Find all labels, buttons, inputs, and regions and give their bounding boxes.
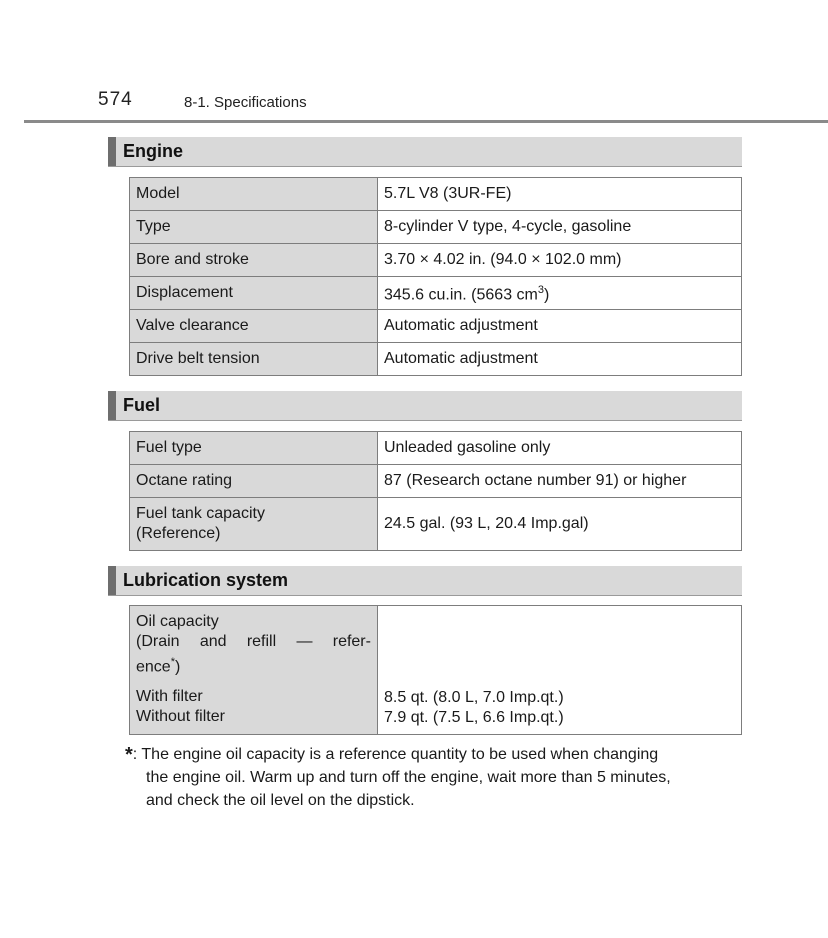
table-row <box>130 498 742 551</box>
table-row <box>130 211 742 244</box>
spec-value: Automatic adjustment <box>378 343 742 376</box>
spec-value: 5.7L V8 (3UR-FE) <box>378 178 742 211</box>
oil-capacity-values <box>378 606 742 735</box>
displacement-end: ) <box>544 286 550 304</box>
section-marker <box>108 137 116 166</box>
oil-capacity-note-line <box>136 632 371 652</box>
displacement-main: 345.6 cu.in. (5663 cm <box>384 286 538 304</box>
section-bar-engine <box>108 137 742 167</box>
oil-capacity-label <box>130 606 378 735</box>
oil-capacity-note-end <box>136 652 371 677</box>
note-word: and <box>199 633 227 650</box>
table-row <box>130 432 742 465</box>
oil-capacity-title: Oil capacity <box>136 613 219 630</box>
table-row <box>130 178 742 211</box>
spec-value: Unleaded gasoline only <box>378 432 742 465</box>
footnote <box>125 742 745 812</box>
spec-label: Fuel type <box>130 432 378 465</box>
page-number: 574 <box>98 89 133 110</box>
note-word: ence <box>136 658 171 676</box>
spec-value: 8-cylinder V type, 4-cycle, gasoline <box>378 211 742 244</box>
spec-label: Type <box>130 211 378 244</box>
spec-label: Displacement <box>130 277 378 310</box>
fuel-spec-table <box>129 431 742 551</box>
note-word: (Drain <box>136 633 180 650</box>
spec-label: Bore and stroke <box>130 244 378 277</box>
footnote-text: : The engine oil capacity is a reference quantity to be used when changing <box>132 746 659 763</box>
section-bar-fuel <box>108 391 742 421</box>
spec-label <box>130 498 378 551</box>
footnote-line <box>125 742 745 766</box>
spec-value: 24.5 gal. (93 L, 20.4 Imp.gal) <box>378 498 742 551</box>
table-row <box>130 465 742 498</box>
spec-label: Valve clearance <box>130 310 378 343</box>
footnote-line: and check the oil level on the dipstick. <box>146 792 415 809</box>
section-bar-lubrication <box>108 566 742 596</box>
spec-label-line: Fuel tank capacity <box>136 505 265 522</box>
section-title-fuel: Fuel <box>123 395 161 415</box>
spec-label: Drive belt tension <box>130 343 378 376</box>
asterisk-marker: * <box>170 656 175 668</box>
without-filter-value: 7.9 qt. (7.5 L, 6.6 Imp.qt.) <box>384 709 564 726</box>
engine-spec-table <box>129 177 742 376</box>
section-title-engine: Engine <box>123 141 184 161</box>
table-row <box>130 310 742 343</box>
footnote-line: the engine oil. Warm up and turn off the engine, wait more than 5 minutes, <box>146 769 671 786</box>
without-filter-label: Without filter <box>136 708 225 726</box>
note-word: — <box>296 633 313 650</box>
lubrication-spec-table <box>129 605 742 735</box>
spacer <box>136 677 371 687</box>
spec-value: Automatic adjustment <box>378 310 742 343</box>
table-row <box>130 606 742 735</box>
spec-label: Model <box>130 178 378 211</box>
spec-value: 3.70 × 4.02 in. (94.0 × 102.0 mm) <box>378 244 742 277</box>
spec-label-line: (Reference) <box>136 525 221 542</box>
section-marker <box>108 566 116 595</box>
footnote-marker: * <box>125 744 133 766</box>
running-head: 8-1. Specifications <box>184 94 307 111</box>
note-word: refer- <box>332 633 371 650</box>
section-marker <box>108 391 116 420</box>
spec-value <box>378 277 742 310</box>
table-row <box>130 343 742 376</box>
with-filter-value: 8.5 qt. (8.0 L, 7.0 Imp.qt.) <box>384 689 564 706</box>
header-rule <box>24 120 828 123</box>
spec-label: Octane rating <box>130 465 378 498</box>
table-row <box>130 244 742 277</box>
note-word: ) <box>174 658 181 676</box>
section-title-lubrication: Lubrication system <box>123 570 289 590</box>
note-word: refill <box>246 633 277 650</box>
displacement-sup: 3 <box>537 284 544 297</box>
with-filter-label: With filter <box>136 688 203 706</box>
table-row <box>130 277 742 310</box>
spec-value: 87 (Research octane number 91) or higher <box>378 465 742 498</box>
